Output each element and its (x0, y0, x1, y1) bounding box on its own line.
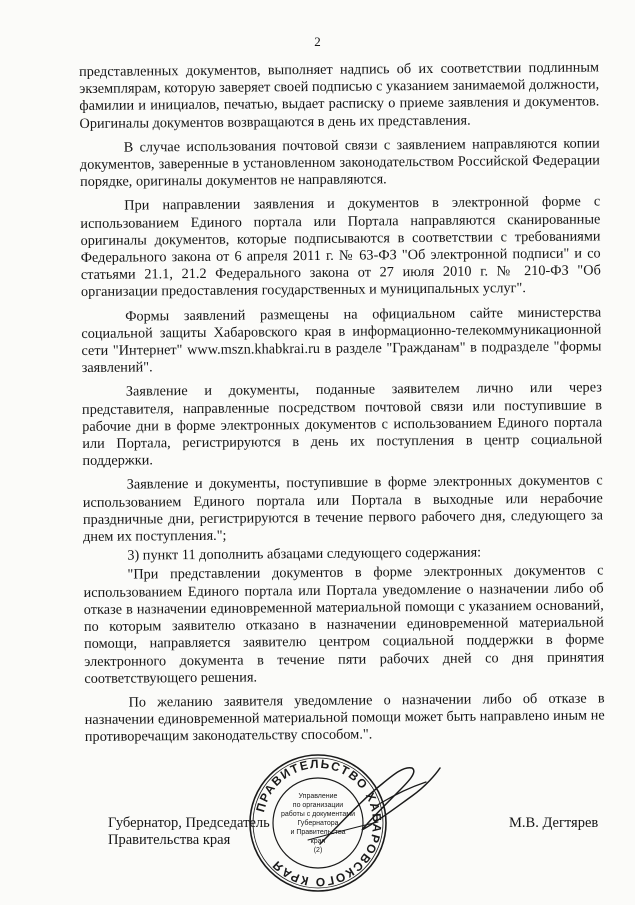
paragraph-6: Заявление и документы, поступившие в форме электронных документов с использованием Единого портала или Портала в выходные или нерабочие праздничные дни, регистрируются в течение первого рабочего дня, следующего за днем их поступления."; (82, 472, 604, 546)
signature-scribble (280, 748, 450, 858)
paragraph-7: 3) пункт 11 дополнить абзацами следующего содержания: (127, 544, 482, 564)
seal-line-5: и Правительства (290, 829, 346, 836)
page-number: 2 (314, 34, 321, 49)
paragraph-1: представленных документов, выполняет надпись об их соответствии подлинным экземплярам, которую заверяет своей подписью с указанием занимаемой должности, фамилии и инициалов, печатью, выдает расписку о приеме заявления и документов. Оригиналы документов возвращаются в день их представления. (79, 59, 600, 132)
handwritten-signature (280, 748, 450, 858)
paragraph-4: Формы заявлений размещены на официальном сайте министерства социальной защиты Хабаровского края в информационно-телекоммуникационной сети "Интернет" www.mszn.khabkrai.ru в разделе "Гражданам" в подразделе "формы заявлений". (81, 304, 602, 377)
seal-line-2: по организации (292, 802, 344, 809)
document-body (79, 59, 605, 753)
seal-line-3: работы с документами (280, 811, 356, 818)
seal-line-6: края (310, 838, 326, 845)
paragraph-9: По желанию заявителя уведомление о назначении либо об отказе в назначении единовременной материальной помощи может быть направлено иным не противоречащим законодательству способом.". (84, 690, 605, 746)
seal-line-7: (2) (313, 847, 323, 854)
paragraph-8: "При представлении документов в форме электронных документов с использованием Единого портала или Портала уведомление о назначении либо об отказе в назначении единовременной материальной помощи с указанием оснований, по которым заявителю отказано в назначении единовременной материальной помощи, направляется заявителю центром социальной поддержки в форме электронного документа в течение пяти рабочих дней со дня принятия соответствующего решения. (83, 562, 605, 687)
paragraph-5: Заявление и документы, поданные заявителем лично или через представителя, направленные посредством почтовой связи или поступившие в рабочие дни в форме электронных документов с использованием Единого портала или Портала, регистрируются в день их поступления в центр социальной поддержки. (81, 379, 603, 470)
paragraph-3: При направлении заявления и документов в электронной форме с использованием Единого портала или Портала направляются сканированные оригиналы документов, которые подписываются в соответствии с требованиями Федерального закона от 6 апреля 2011 г. № 63-ФЗ "Об электронной подписи" и со статьями 21.1, 21.2 Федерального закона от 27 июля 2010 г. № 210-ФЗ "Об организации предоставления государственных и муниципальных услуг". (80, 193, 601, 301)
signatory-title-line-2: Правительства края (108, 832, 231, 848)
paragraph-2: В случае использования почтовой связи с заявлением направляются копии документов, заверенные в установленном законодательством Российской Федерации порядке, оригиналы документов не направляются. (79, 135, 600, 191)
seal-line-1: Управление (298, 793, 338, 800)
seal-ring-text: ПРАВИТЕЛЬСТВО ХАБАРОВСКОГО КРАЯ (253, 756, 385, 890)
signatory-title (108, 815, 270, 849)
signatory-title-line-1: Губернатор, Председатель (108, 815, 270, 831)
seal-line-4: Губернатора (297, 820, 339, 827)
signatory-name: М.В. Дегтярев (509, 815, 599, 831)
